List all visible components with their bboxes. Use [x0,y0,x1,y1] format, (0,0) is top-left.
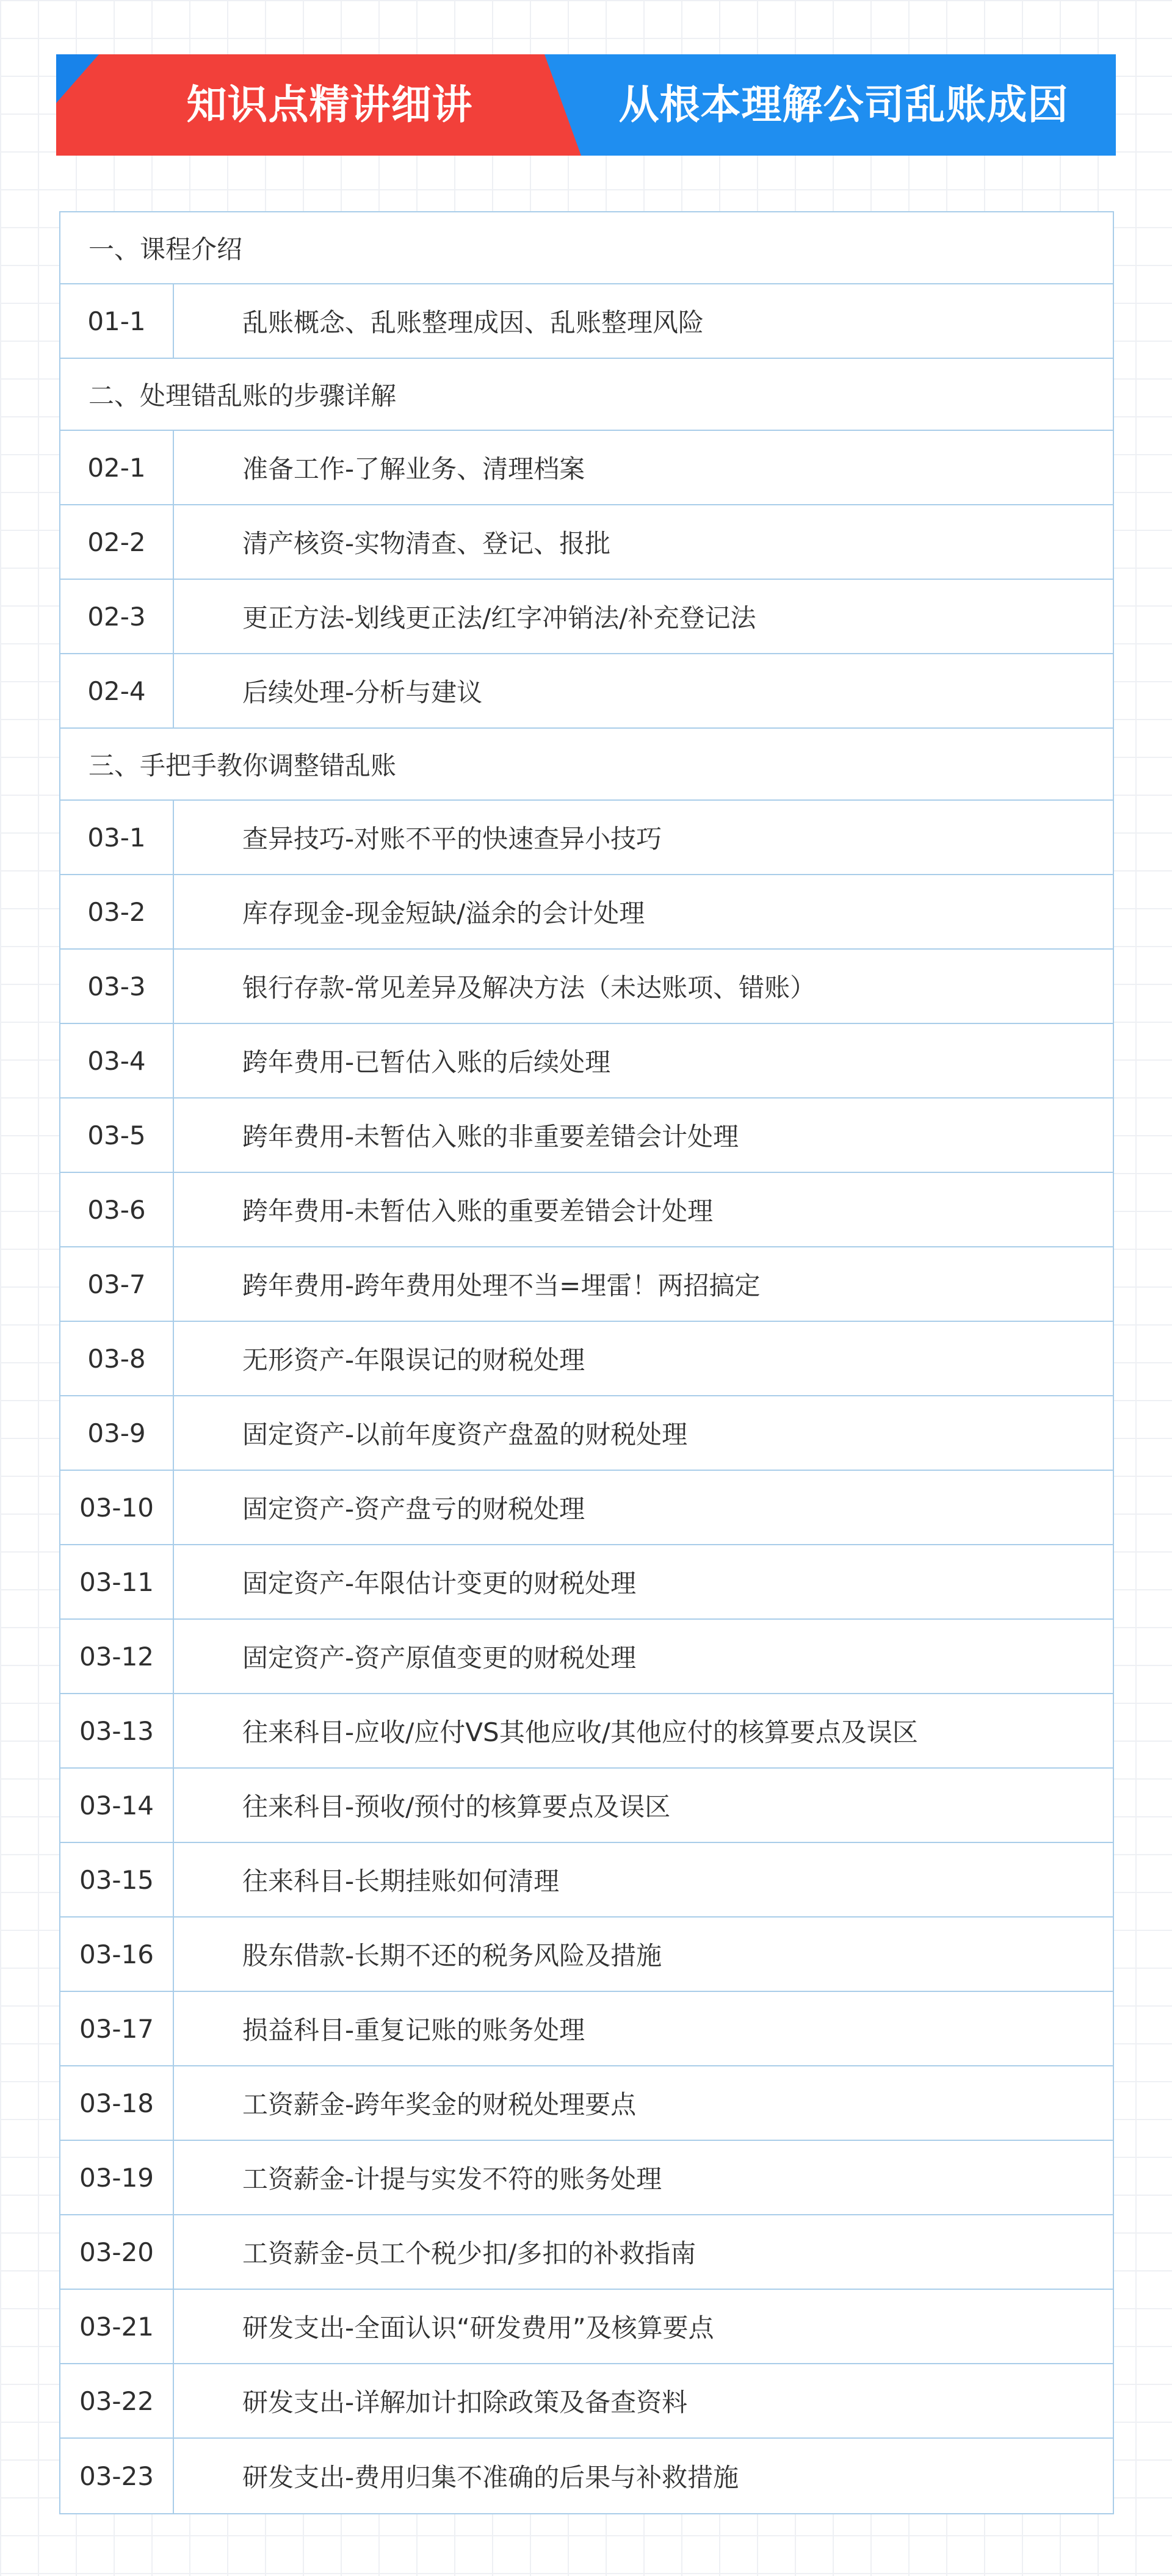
lesson-number: 03-18 [60,2066,174,2140]
lesson-number: 03-11 [60,1545,174,1618]
lesson-title: 固定资产-资产盘亏的财税处理 [242,1494,585,1524]
lesson-number: 03-6 [60,1173,174,1246]
lesson-number: 03-9 [60,1396,174,1470]
lesson-title: 跨年费用-跨年费用处理不当=埋雷！两招搞定 [242,1271,761,1301]
lesson-title: 工资薪金-员工个税少扣/多扣的补救指南 [242,2239,696,2268]
header-banner [56,54,1116,156]
lesson-row [60,1992,1113,2066]
lesson-title: 固定资产-年限估计变更的财税处理 [242,1568,637,1598]
lesson-number: 02-1 [60,431,174,504]
lesson-row [60,2439,1113,2513]
lesson-title: 往来科目-应收/应付VS其他应收/其他应付的核算要点及误区 [242,1717,918,1747]
lesson-number: 02-3 [60,580,174,653]
lesson-row [60,654,1113,729]
lesson-title: 跨年费用-已暂估入账的后续处理 [242,1047,611,1077]
lesson-row [60,1247,1113,1322]
lesson-row [60,2141,1113,2215]
lesson-title: 往来科目-预收/预付的核算要点及误区 [242,1792,671,1822]
section-header: 一、课程介绍 [60,212,1113,284]
lesson-number: 03-22 [60,2364,174,2437]
lesson-number: 01-1 [60,284,174,358]
lesson-row [60,1843,1113,1918]
lesson-row [60,1918,1113,1992]
lesson-row [60,801,1113,875]
lesson-row [60,1471,1113,1545]
lesson-row [60,1545,1113,1620]
lesson-row [60,1099,1113,1173]
lesson-number: 03-20 [60,2215,174,2289]
lesson-row [60,505,1113,580]
lesson-number: 03-3 [60,950,174,1023]
lesson-title: 跨年费用-未暂估入账的非重要差错会计处理 [242,1122,739,1152]
lesson-row [60,2364,1113,2439]
lesson-number: 02-2 [60,505,174,579]
lesson-title: 固定资产-资产原值变更的财税处理 [242,1643,637,1673]
lesson-title: 无形资产-年限误记的财税处理 [242,1345,585,1375]
lesson-row [60,431,1113,505]
lesson-row [60,580,1113,654]
lesson-row [60,1024,1113,1099]
lesson-row [60,1322,1113,1396]
lesson-number: 03-17 [60,1992,174,2065]
lesson-number: 03-15 [60,1843,174,1916]
lesson-number: 03-7 [60,1247,174,1321]
lesson-row [60,1620,1113,1694]
lesson-row [60,1694,1113,1769]
lesson-row [60,2215,1113,2290]
lesson-row [60,284,1113,359]
lesson-row [60,875,1113,950]
lesson-number: 03-19 [60,2141,174,2214]
lesson-title: 研发支出-全面认识“研发费用”及核算要点 [242,2313,714,2343]
lesson-number: 03-13 [60,1694,174,1767]
banner-left-title: 知识点精讲细讲 [186,81,473,128]
section-header: 二、处理错乱账的步骤详解 [60,359,1113,431]
lesson-number: 03-2 [60,875,174,948]
lesson-title: 往来科目-长期挂账如何清理 [242,1866,560,1896]
lesson-number: 03-1 [60,801,174,874]
lesson-row [60,2290,1113,2364]
lesson-number: 03-23 [60,2439,174,2513]
lesson-number: 03-10 [60,1471,174,1544]
lesson-title: 研发支出-详解加计扣除政策及备查资料 [242,2387,688,2417]
lesson-row [60,1173,1113,1247]
lesson-title: 研发支出-费用归集不准确的后果与补救措施 [242,2462,739,2492]
lesson-title: 固定资产-以前年度资产盘盈的财税处理 [242,1420,688,1449]
lesson-title: 库存现金-现金短缺/溢余的会计处理 [242,898,645,928]
lesson-title: 准备工作-了解业务、清理档案 [242,454,585,484]
lesson-title: 查异技巧-对账不平的快速查异小技巧 [242,824,662,854]
lesson-row [60,950,1113,1024]
lesson-title: 银行存款-常见差异及解决方法（未达账项、错账） [242,973,816,1003]
lesson-number: 02-4 [60,654,174,727]
lesson-number: 03-12 [60,1620,174,1693]
lesson-title: 工资薪金-计提与实发不符的账务处理 [242,2164,662,2194]
lesson-number: 03-8 [60,1322,174,1395]
lesson-title: 后续处理-分析与建议 [242,677,483,707]
lesson-row [60,1769,1113,1843]
lesson-number: 03-14 [60,1769,174,1842]
lesson-title: 损益科目-重复记账的账务处理 [242,2015,585,2045]
lesson-row [60,1396,1113,1471]
lesson-title: 跨年费用-未暂估入账的重要差错会计处理 [242,1196,714,1226]
lesson-row [60,2066,1113,2141]
section-header: 三、手把手教你调整错乱账 [60,729,1113,801]
lesson-title: 工资薪金-跨年奖金的财税处理要点 [242,2090,637,2120]
lesson-number: 03-5 [60,1099,174,1172]
lesson-title: 股东借款-长期不还的税务风险及措施 [242,1941,662,1971]
lesson-title: 更正方法-划线更正法/红字冲销法/补充登记法 [242,603,756,633]
lesson-number: 03-21 [60,2290,174,2363]
curriculum-table [59,211,1114,2514]
lesson-title: 乱账概念、乱账整理成因、乱账整理风险 [242,308,704,337]
lesson-number: 03-4 [60,1024,174,1097]
lesson-title: 清产核资-实物清查、登记、报批 [242,529,611,558]
banner-right-title: 从根本理解公司乱账成因 [618,81,1069,128]
lesson-number: 03-16 [60,1918,174,1991]
